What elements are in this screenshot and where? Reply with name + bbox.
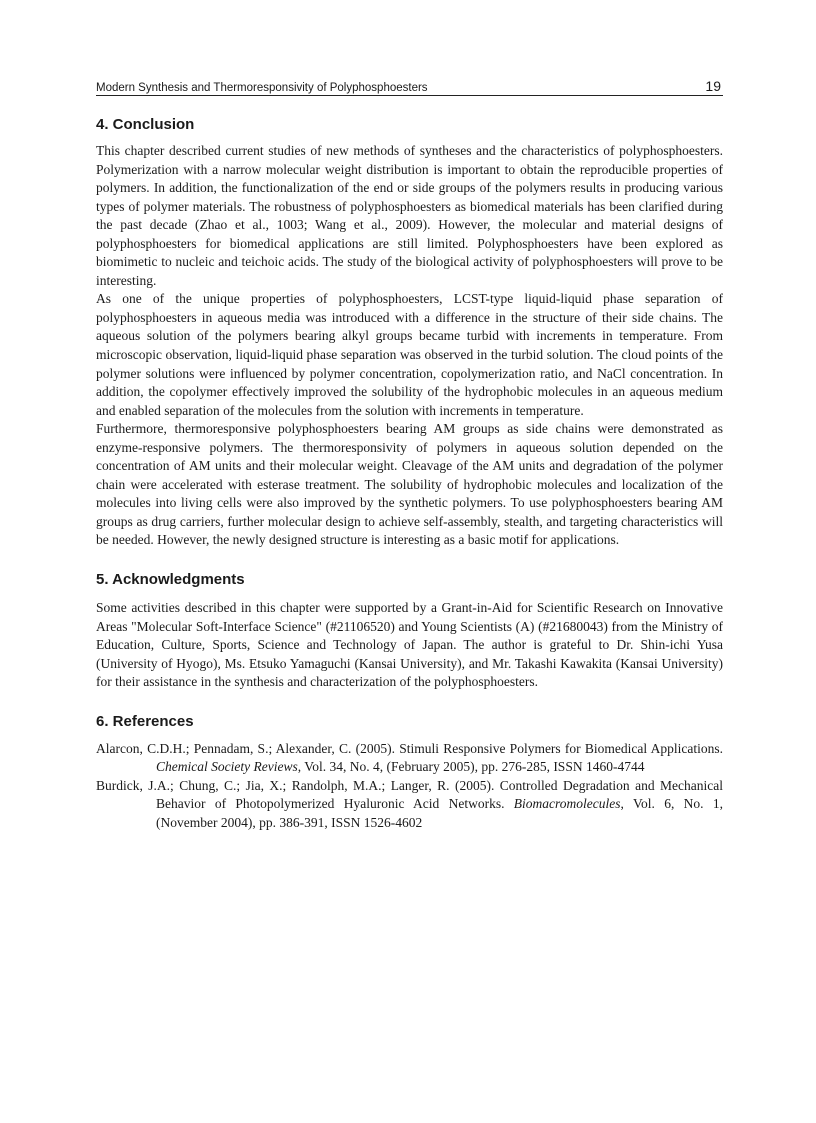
references-heading: 6. References [96, 712, 194, 730]
acknowledgments-section [96, 571, 723, 692]
references-section [96, 713, 723, 833]
acknowledgments-text: Some activities described in this chapter were supported by a Grant-in-Aid for Scientific Research on Innovative Areas "Molecular Soft-Interface Science" (#21106520) and Young Scientists (A) (#21680043) from the Ministry of Education, Culture, Sports, Science and Technology of Japan. The author is grateful to Dr. Shin-ichi Yusa (University of Hyogo), Ms. Etsuko Yamaguchi (Kansai University), and Mr. Takashi Kawakita (Kansai University) for their assistance in the synthesis and characterization of the polyphosphoesters. [96, 600, 723, 690]
reference-journal: Chemical Society Reviews [156, 759, 298, 775]
reference-text: Burdick, J.A.; Chung, C.; Jia, X.; Randolph, M.A.; Langer, R. (2005). Controlled Degradation and Mechanical Behavior of Photopolymerized Hyaluronic Acid Networks. [96, 777, 723, 812]
reference-item [96, 777, 723, 833]
page-content [96, 78, 723, 833]
conclusion-paragraph-3: Furthermore, thermoresponsive polyphosphoesters bearing AM groups as side chains were demonstrated as enzyme-responsive polymers. The thermoresponsivity of polymers in aqueous solution depended on the concentration of AM units and their molecular weight. Cleavage of the AM units and degradation of the polymer chain were accelerated with esterase treatment. The solubility of hydrophobic molecules and localization of the molecules into living cells were also improved by the synthetic polymers. To use polyphosphoesters bearing AM groups as drug carriers, further molecular design to achieve self-assembly, stealth, and targeting characteristics will be needed. However, the newly designed structure is interesting as a basic motif for applications. [96, 421, 723, 548]
acknowledgments-heading: 5. Acknowledgments [96, 571, 245, 589]
reference-details: , Vol. 6, No. 1, (November 2004), pp. 386-391, ISSN 1526-4602 [156, 796, 723, 830]
conclusion-paragraph-2: As one of the unique properties of polyphosphoesters, LCST-type liquid-liquid phase separation of polyphosphoesters in aqueous media was introduced with a difference in the structure of their side chains. The aqueous solution of the polymers bearing alkyl groups became turbid with increments in temperature. From microscopic observation, liquid-liquid phase separation was observed in the turbid solution. The cloud points of the polymer solutions were influenced by polymer concentration, copolymerization ratio, and NaCl concentration. In addition, the copolymer effectively improved the solubility of the hydrophobic molecules in an aqueous medium and enabled separation of the molecules from the solution with increments in temperature. [96, 291, 723, 418]
reference-journal: Biomacromolecules [513, 796, 621, 812]
page-number: 19 [705, 78, 721, 94]
reference-item [96, 740, 723, 777]
running-title: Modern Synthesis and Thermoresponsivity of Polyphosphoesters [96, 82, 428, 94]
conclusion-heading: 4. Conclusion [96, 116, 195, 133]
reference-details: , Vol. 34, No. 4, (February 2005), pp. 276-285, ISSN 1460-4744 [297, 759, 645, 775]
conclusion-section [96, 116, 723, 550]
reference-text: Alarcon, C.D.H.; Pennadam, S.; Alexander, C. (2005). Stimuli Responsive Polymers for Biomedical Applications. [96, 740, 723, 756]
conclusion-paragraph-1: This chapter described current studies of new methods of syntheses and the characteristics of polyphosphoesters. Polymerization with a narrow molecular weight distribution is important to obtain the reproducible properties of polymers. In addition, the functionalization of the end or side groups of the polymers results in producing various types of polymer materials. The robustness of polyphosphoesters as biomedical materials has been clarified during the past decade (Zhao et al., 1003; Wang et al., 2009). However, the molecular and material designs of polyphosphoesters for biomedical applications are still limited. Polyphosphoesters have been explored as biomimetic to nucleic and teichoic acids. The study of the biological activity of polyphosphoesters will prove to be interesting. [96, 143, 723, 288]
running-header [96, 78, 723, 96]
